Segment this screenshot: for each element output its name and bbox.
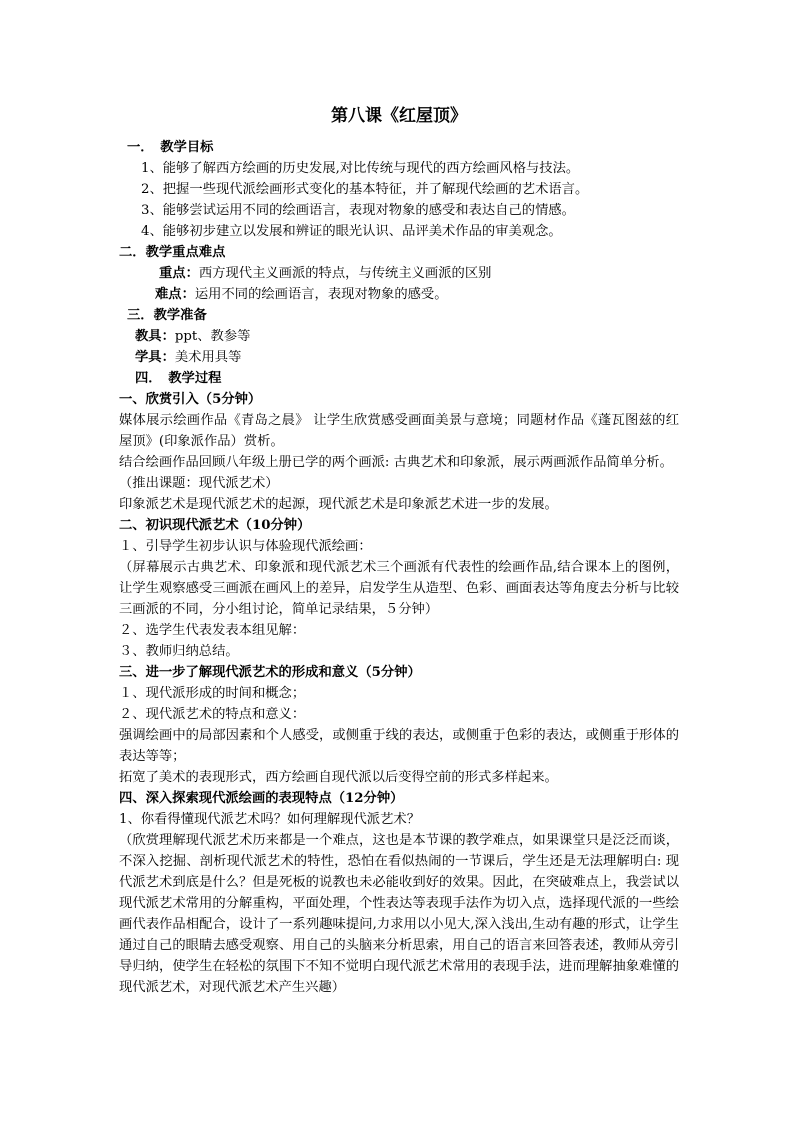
list-item: １、引导学生初步认识与体验现代派绘画：	[119, 539, 372, 554]
list-item: １、现代派形成的时间和概念；	[119, 686, 306, 701]
paragraph: （欣赏理解现代派艺术历来都是一个难点，这也是本节课的教学难点，如果课堂只是泛泛而谈，不深入挖掘、剖析现代派艺术的特性，恐怕在看似热闹的一节课后，学生还是无法理解明白: 现代派艺术到底是什么？但是死板的说教也未必能收到好的效果。因此，在突破难点上，我尝试以现代派艺术常用的分解重构，平面处理，个性表达等表现手法作为切入点，选择现代派的一些绘画代表作品相配合，设计了一系列趣味提问,力求用以小见大,深入浅出,生动有趣的形式，让学生通过自己的眼睛去感受观察、用自己的头脑来分析思索，用自己的语言来回答表述，教师从旁引导归纳，使学生在轻松的氛围下不知不觉明白现代派艺术常用的表现手法，进而理解抽象难懂的现代派艺术，对现代派艺术产生兴趣）	[119, 833, 679, 995]
part-heading-explore: 四、深入探索现代派绘画的表现特点（12分钟）	[119, 791, 404, 806]
section-heading-process: 四． 教学过程	[135, 371, 222, 386]
section-heading-key-points: 二．教学重点难点	[119, 245, 226, 260]
objective-item: 2、把握一些现代派绘画形式变化的基本特征，并了解现代绘画的艺术语言。	[141, 182, 589, 197]
difficulty-label: 难点：	[155, 287, 195, 302]
part-heading-first-look: 二、初识现代派艺术（10分钟）	[119, 518, 311, 533]
paragraph: 强调绘画中的局部因素和个人感受，或侧重于线的表达，或侧重于色彩的表达，或侧重于形体的表达等等；	[119, 728, 679, 764]
student-tools-label: 学具：	[135, 350, 175, 365]
page-title: 第八课《红屋顶》	[331, 106, 467, 126]
document-body	[119, 137, 679, 998]
difficulty-text: 运用不同的绘画语言，表现对物象的感受。	[194, 287, 448, 302]
difficulty-line	[119, 284, 679, 305]
key-point-line	[119, 263, 679, 284]
paragraph: 结合绘画作品回顾八年级上册已学的两个画派: 古典艺术和印象派，展示两画派作品简单分析。	[119, 455, 673, 470]
list-item: ３、教师归纳总结。	[119, 644, 239, 659]
part-heading-formation: 三、进一步了解现代派艺术的形成和意义（5分钟）	[119, 665, 421, 680]
list-item: 1、你看得懂现代派艺术吗？如何理解现代派艺术？	[119, 812, 420, 827]
objective-item: 3、能够尝试运用不同的绘画语言，表现对物象的感受和表达自己的情感。	[141, 203, 575, 218]
key-point-label: 重点：	[159, 266, 199, 281]
teaching-tools-line	[119, 326, 679, 347]
key-point-text: 西方现代主义画派的特点，与传统主义画派的区别	[198, 266, 492, 281]
list-item: ２、现代派艺术的特点和意义：	[119, 707, 306, 722]
student-tools-line	[119, 347, 679, 368]
list-item: ２、选学生代表发表本组见解：	[119, 623, 306, 638]
paragraph: （屏幕展示古典艺术、印象派和现代派艺术三个画派有代表性的绘画作品,结合课本上的图例，让学生观察感受三画派在画风上的差异，启发学生从造型、色彩、画面表达等角度去分析与比较三画派的不同，分小组讨论，简单记录结果，５分钟）	[119, 560, 679, 617]
paragraph: 印象派艺术是现代派艺术的起源，现代派艺术是印象派艺术进一步的发展。	[119, 497, 558, 512]
teaching-tools-text: ppt、教参等	[174, 329, 251, 344]
teaching-tools-label: 教具：	[135, 329, 175, 344]
student-tools-text: 美术用具等	[174, 350, 242, 365]
objective-item: 1、能够了解西方绘画的历史发展,对比传统与现代的西方绘画风格与技法。	[141, 161, 580, 176]
paragraph: 拓宽了美术的表现形式，西方绘画自现代派以后变得空前的形式多样起来。	[119, 770, 558, 785]
objective-item: 4、能够初步建立以发展和辨证的眼光认识、品评美术作品的审美观念。	[141, 224, 562, 239]
section-heading-objectives: 一． 教学目标	[127, 140, 214, 155]
part-heading-intro: 一、欣赏引入（5分钟）	[119, 392, 262, 407]
section-heading-preparation: 三．教学准备	[127, 308, 207, 323]
paragraph: 媒体展示绘画作品《青岛之晨》 让学生欣赏感受画面美景与意境；同题材作品《蓬瓦图兹的红屋顶》(印象派作品）赏析。	[119, 413, 679, 449]
paragraph: （推出课题：现代派艺术）	[119, 476, 279, 491]
